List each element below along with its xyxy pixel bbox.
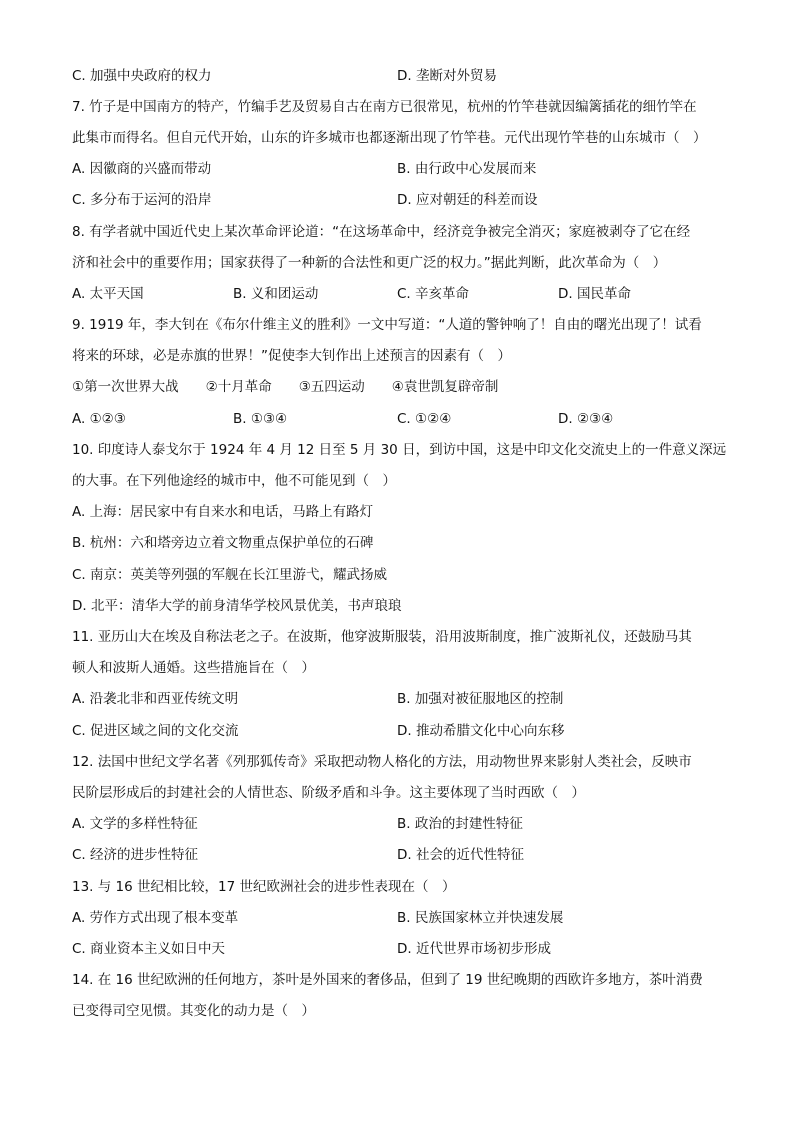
q9-option-c: C. ①②④	[397, 411, 452, 427]
q9-option-b: B. ①③④	[233, 411, 288, 427]
q7-stem-line2: 此集市而得名。但自元代开始，山东的许多城市也都逐渐出现了竹竿巷。元代出现竹竿巷的山东城市（ ）	[72, 130, 707, 146]
q12-stem-line2: 民阶层形成后的封建社会的人情世态、阶级矛盾和斗争。这主要体现了当时西欧（ ）	[72, 785, 585, 801]
q12-option-b: B. 政治的封建性特征	[397, 816, 523, 832]
q8-option-a: A. 太平天国	[72, 286, 144, 302]
q14-stem-line2: 已变得司空见惯。其变化的动力是（ ）	[72, 1003, 315, 1019]
q11-stem-line1: 11. 亚历山大在埃及自称法老之子。在波斯，他穿波斯服装，沿用波斯制度，推广波斯礼仪，还鼓励马其	[72, 629, 692, 645]
q9-option-d: D. ②③④	[558, 411, 614, 427]
q10-stem-line1: 10. 印度诗人泰戈尔于 1924 年 4 月 12 日至 5 月 30 日，到访中国，这是中印文化交流史上的一件意义深远	[72, 442, 727, 458]
option-d-prev: D. 垄断对外贸易	[397, 68, 497, 84]
option-c-prev: C. 加强中央政府的权力	[72, 68, 212, 84]
q11-stem-line2: 顿人和波斯人通婚。这些措施旨在（ ）	[72, 660, 315, 676]
q8-option-c: C. 辛亥革命	[397, 286, 470, 302]
q9-option-a: A. ①②③	[72, 411, 126, 427]
q9-stem-line1: 9. 1919 年，李大钊在《布尔什维主义的胜利》一文中写道：“人道的警钟响了！自由的曙光出现了！试看	[72, 317, 702, 333]
q7-stem-line1: 7. 竹子是中国南方的特产，竹编手艺及贸易自古在南方已很常见，杭州的竹竿巷就因编篱插花的细竹竿在	[72, 99, 697, 115]
q11-option-c: C. 促进区域之间的文化交流	[72, 723, 239, 739]
q13-option-d: D. 近代世界市场初步形成	[397, 941, 551, 957]
q8-stem-line1: 8. 有学者就中国近代史上某次革命评论道：“在这场革命中，经济竞争被完全消灭；家庭被剥夺了它在经	[72, 224, 691, 240]
q10-option-b: B. 杭州：六和塔旁边立着文物重点保护单位的石碑	[72, 535, 374, 551]
q12-option-c: C. 经济的进步性特征	[72, 847, 199, 863]
q11-option-a: A. 沿袭北非和西亚传统文明	[72, 691, 239, 707]
q13-option-c: C. 商业资本主义如日中天	[72, 941, 226, 957]
q10-option-c: C. 南京：英美等列强的军舰在长江里游弋，耀武扬威	[72, 567, 388, 583]
q10-option-d: D. 北平：清华大学的前身清华学校风景优美，书声琅琅	[72, 598, 402, 614]
q13-stem: 13. 与 16 世纪相比较，17 世纪欧洲社会的进步性表现在（ ）	[72, 879, 456, 895]
q14-stem-line1: 14. 在 16 世纪欧洲的任何地方，茶叶是外国来的奢侈品，但到了 19 世纪晚期的西欧许多地方，茶叶消费	[72, 972, 703, 988]
q9-stem-line2: 将来的环球，必是赤旗的世界！”促使李大钊作出上述预言的因素有（ ）	[72, 348, 511, 364]
q9-items: ①第一次世界大战 ②十月革命 ③五四运动 ④袁世凯复辟帝制	[72, 379, 499, 395]
q11-option-b: B. 加强对被征服地区的控制	[397, 691, 564, 707]
q12-option-d: D. 社会的近代性特征	[397, 847, 524, 863]
q8-option-b: B. 义和团运动	[233, 286, 319, 302]
q10-stem-line2: 的大事。在下列他途经的城市中，他不可能见到（ ）	[72, 473, 396, 489]
q8-stem-line2: 济和社会中的重要作用；国家获得了一种新的合法性和更广泛的权力。”据此判断，此次革命为（ ）	[72, 255, 667, 271]
q7-option-d: D. 应对朝廷的科差而设	[397, 192, 538, 208]
q13-option-b: B. 民族国家林立并快速发展	[397, 910, 564, 926]
q8-option-d: D. 国民革命	[558, 286, 631, 302]
q12-option-a: A. 文学的多样性特征	[72, 816, 198, 832]
q7-option-b: B. 由行政中心发展而来	[397, 161, 537, 177]
q13-option-a: A. 劳作方式出现了根本变革	[72, 910, 239, 926]
q7-option-c: C. 多分布于运河的沿岸	[72, 192, 212, 208]
q12-stem-line1: 12. 法国中世纪文学名著《列那狐传奇》采取把动物人格化的方法，用动物世界来影射人类社会，反映市	[72, 754, 692, 770]
q7-option-a: A. 因徽商的兴盛而带动	[72, 161, 212, 177]
q11-option-d: D. 推动希腊文化中心向东移	[397, 723, 565, 739]
q10-option-a: A. 上海：居民家中有自来水和电话，马路上有路灯	[72, 504, 374, 520]
